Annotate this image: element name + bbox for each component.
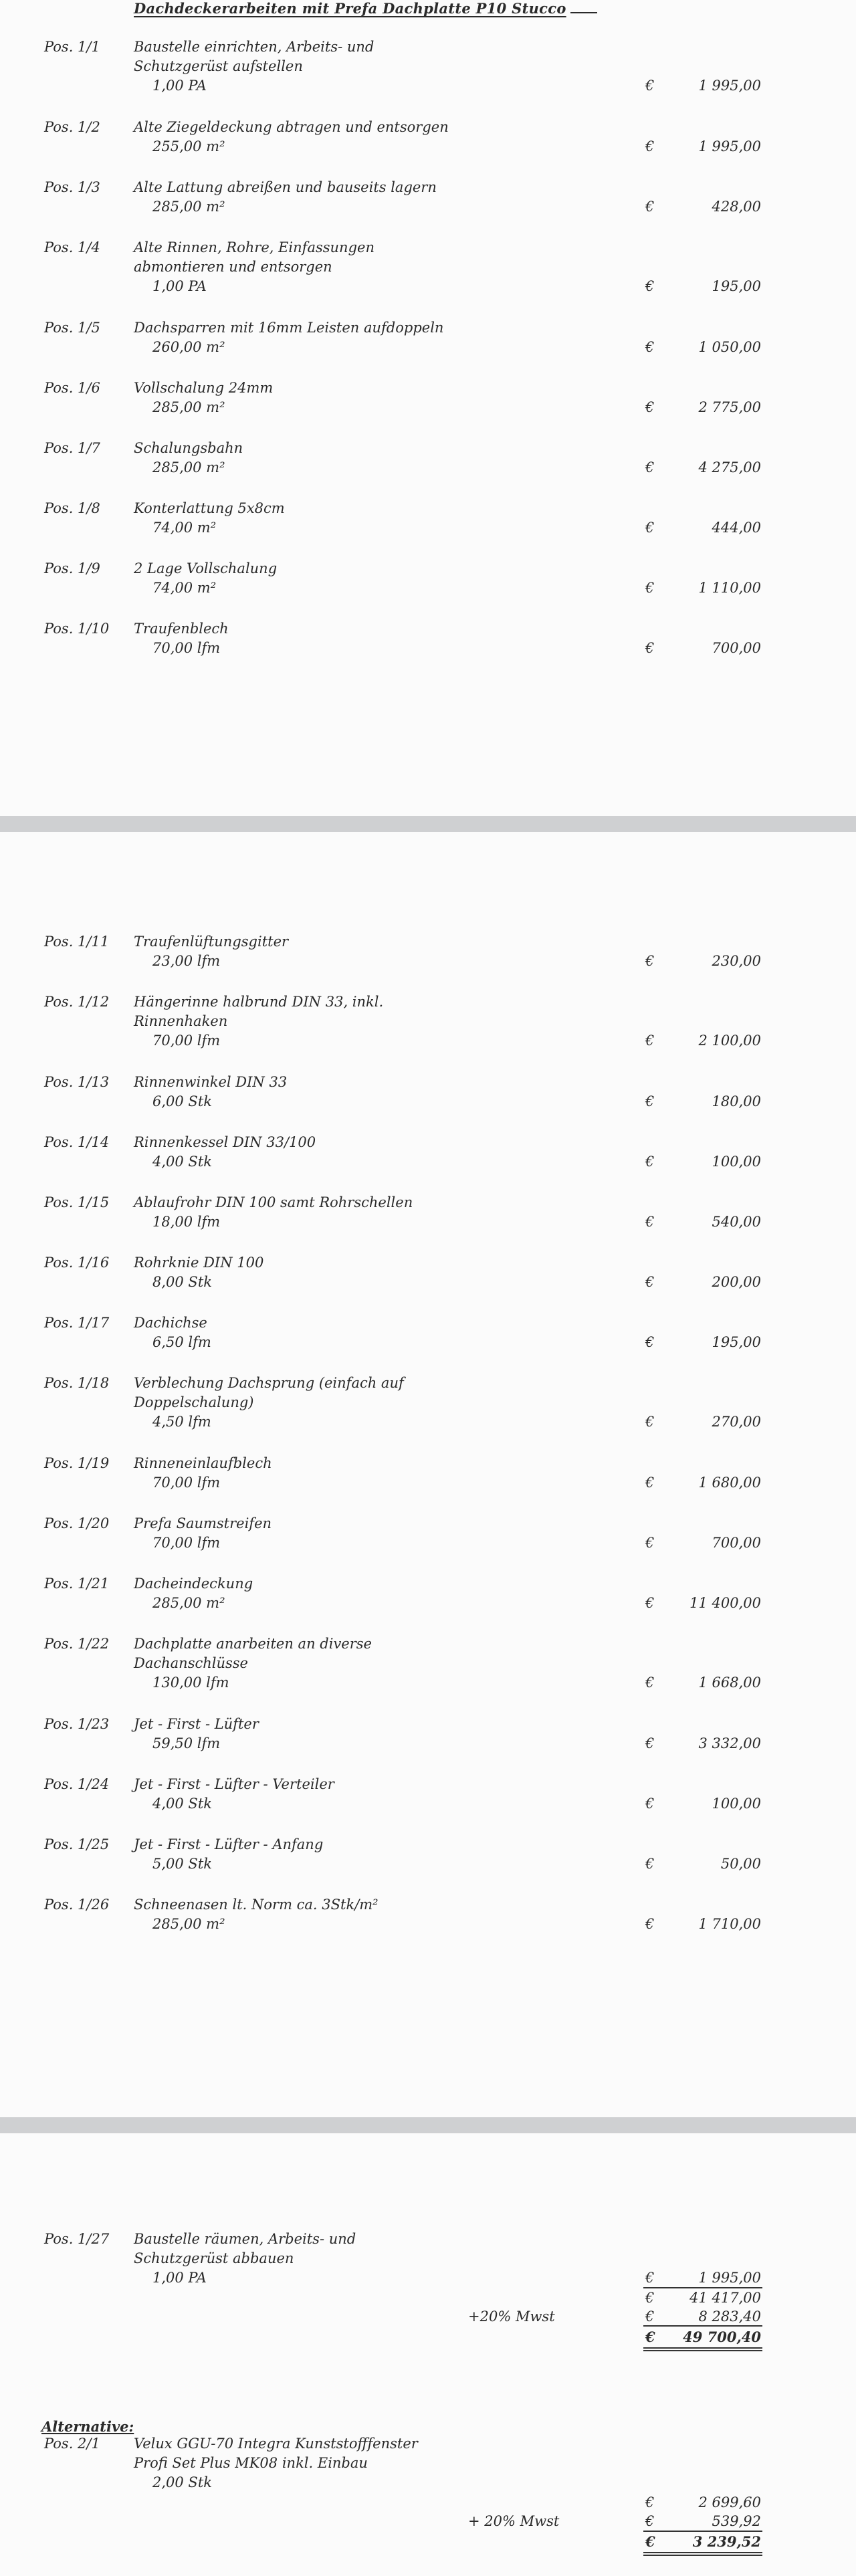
- sum-amount: 3 239,52: [692, 2533, 761, 2550]
- description-line: Alte Rinnen, Rohre, Einfassungen: [134, 239, 374, 255]
- position-number: Pos. 1/11: [44, 934, 110, 950]
- description-line: Verblechung Dachsprung (einfach auf: [134, 1375, 404, 1391]
- sum-amount: 41 417,00: [689, 2290, 761, 2306]
- item-description: [134, 499, 285, 518]
- currency-symbol: €: [645, 1675, 655, 1691]
- currency-symbol: €: [645, 1154, 655, 1170]
- item-description: [134, 1193, 413, 1212]
- position-number: Pos. 1/9: [44, 560, 100, 576]
- description-line: Alte Ziegeldeckung abtragen und entsorgen: [134, 119, 449, 135]
- position-number: Pos. 1/24: [44, 1776, 110, 1792]
- description-line: Rinnenhaken: [134, 1013, 228, 1029]
- item-description: [134, 1715, 259, 1734]
- item-amount: 230,00: [712, 953, 761, 969]
- item-amount: 1 668,00: [698, 1675, 761, 1691]
- description-line: 2 Lage Vollschalung: [134, 560, 278, 576]
- description-line: Velux GGU-70 Integra Kunststofffenster: [134, 2436, 418, 2452]
- position-number: Pos. 1/2: [44, 119, 100, 135]
- item-description: [134, 932, 288, 952]
- item-quantity: 70,00 lfm: [152, 1475, 221, 1491]
- item-quantity: 1,00 PA: [152, 78, 207, 94]
- currency-symbol: €: [645, 278, 655, 294]
- position-number: Pos. 1/5: [44, 320, 100, 336]
- description-line: Baustelle einrichten, Arbeits- und: [134, 39, 374, 55]
- item-description: [134, 2434, 418, 2473]
- item-description: [134, 1313, 207, 1333]
- item-description: [134, 1454, 272, 1473]
- item-amount: 270,00: [712, 1414, 761, 1430]
- item-quantity: 4,00 Stk: [152, 1154, 212, 1170]
- currency-symbol: €: [645, 1916, 655, 1932]
- page-1: [0, 0, 856, 816]
- description-line: Jet - First - Lüfter - Verteiler: [134, 1776, 334, 1792]
- item-quantity: 4,00 Stk: [152, 1796, 212, 1812]
- item-amount: 2 699,60: [698, 2494, 761, 2510]
- item-description: [134, 2230, 356, 2268]
- item-description: [134, 559, 277, 578]
- description-line: Schutzgerüst aufstellen: [134, 58, 303, 74]
- position-number: Pos. 1/23: [44, 1716, 110, 1732]
- description-line: Traufenlüftungsgitter: [134, 934, 289, 950]
- item-amount: 11 400,00: [689, 1595, 761, 1611]
- item-description: [134, 1374, 404, 1412]
- item-quantity: 130,00 lfm: [152, 1675, 229, 1691]
- currency-symbol: €: [645, 1093, 655, 1109]
- currency-symbol: €: [645, 1735, 655, 1751]
- item-amount: 1 050,00: [698, 339, 761, 355]
- item-quantity: 70,00 lfm: [152, 640, 221, 656]
- currency-symbol: €: [645, 1274, 655, 1290]
- position-number: Pos. 1/1: [44, 39, 100, 55]
- item-description: [134, 379, 273, 398]
- description-line: Dachsparren mit 16mm Leisten aufdoppeln: [134, 320, 444, 336]
- currency-symbol: €: [645, 520, 655, 536]
- item-description: [134, 1073, 287, 1092]
- description-line: Dachanschlüsse: [134, 1655, 248, 1671]
- item-quantity: 285,00 m²: [152, 399, 225, 415]
- position-number: Pos. 1/3: [44, 179, 100, 195]
- description-line: Rohrknie DIN 100: [134, 1255, 264, 1271]
- item-amount: 1 995,00: [698, 138, 761, 154]
- position-number: Pos. 1/19: [44, 1455, 110, 1471]
- description-line: Traufenblech: [134, 621, 229, 637]
- item-quantity: 8,00 Stk: [152, 1274, 212, 1290]
- item-amount: 3 332,00: [698, 1735, 761, 1751]
- item-description: [134, 238, 374, 277]
- position-number: Pos. 1/8: [44, 500, 100, 516]
- item-quantity: 260,00 m²: [152, 339, 225, 355]
- item-quantity: 70,00 lfm: [152, 1033, 221, 1049]
- sum-amount: 8 283,40: [698, 2309, 761, 2325]
- currency-symbol: €: [645, 580, 655, 596]
- item-description: [134, 1775, 334, 1794]
- description-line: Rinneneinlaufblech: [134, 1455, 272, 1471]
- page-3: [0, 2133, 856, 2576]
- item-quantity: 285,00 m²: [152, 459, 225, 475]
- currency-symbol: €: [645, 2290, 655, 2306]
- document-title: Dachdeckerarbeiten mit Prefa Dachplatte P10 Stucco: [134, 0, 597, 17]
- item-quantity: 285,00 m²: [152, 1916, 225, 1932]
- item-quantity: 23,00 lfm: [152, 953, 221, 969]
- currency-symbol: €: [645, 2533, 655, 2550]
- position-number: Pos. 1/13: [44, 1074, 110, 1090]
- item-amount: 540,00: [712, 1214, 761, 1230]
- position-number: Pos. 1/16: [44, 1255, 110, 1271]
- position-number: Pos. 1/10: [44, 621, 110, 637]
- item-amount: 180,00: [712, 1093, 761, 1109]
- position-number: Pos. 1/12: [44, 994, 110, 1010]
- sum-rule: [643, 2552, 762, 2553]
- position-number: Pos. 1/25: [44, 1836, 110, 1852]
- description-line: Jet - First - Lüfter - Anfang: [134, 1836, 324, 1852]
- description-line: Vollschalung 24mm: [134, 380, 274, 396]
- description-line: Dachplatte anarbeiten an diverse: [134, 1636, 372, 1652]
- item-amount: 100,00: [712, 1154, 761, 1170]
- description-line: Alte Lattung abreißen und bauseits lagern: [134, 179, 437, 195]
- item-description: [134, 1634, 372, 1673]
- item-amount: 1 995,00: [698, 2270, 761, 2286]
- item-description: [134, 37, 374, 76]
- description-line: Rinnenwinkel DIN 33: [134, 1074, 288, 1090]
- item-description: [134, 439, 243, 458]
- currency-symbol: €: [645, 199, 655, 215]
- currency-symbol: €: [645, 1535, 655, 1551]
- page-2: [0, 832, 856, 2117]
- currency-symbol: €: [645, 953, 655, 969]
- description-line: Schneenasen lt. Norm ca. 3Stk/m²: [134, 1897, 379, 1913]
- item-description: [134, 1895, 379, 1915]
- position-number: Pos. 1/15: [44, 1194, 110, 1210]
- description-line: Jet - First - Lüfter: [134, 1716, 259, 1732]
- description-line: Prefa Saumstreifen: [134, 1515, 272, 1531]
- item-quantity: 18,00 lfm: [152, 1214, 221, 1230]
- item-quantity: 285,00 m²: [152, 1595, 225, 1611]
- currency-symbol: €: [645, 2329, 655, 2345]
- item-description: [134, 1514, 272, 1533]
- description-line: Dachichse: [134, 1315, 207, 1331]
- sum-rule: [643, 2531, 762, 2532]
- currency-symbol: €: [645, 339, 655, 355]
- item-quantity: 255,00 m²: [152, 138, 225, 154]
- item-amount: 1 995,00: [698, 78, 761, 94]
- item-description: [134, 619, 229, 639]
- description-line: Schalungsbahn: [134, 440, 243, 456]
- item-amount: 1 110,00: [698, 580, 761, 596]
- currency-symbol: €: [645, 1595, 655, 1611]
- currency-symbol: €: [645, 138, 655, 154]
- position-number: Pos. 2/1: [44, 2436, 100, 2452]
- position-number: Pos. 1/6: [44, 380, 100, 396]
- position-number: Pos. 1/17: [44, 1315, 110, 1331]
- description-line: Rinnenkessel DIN 33/100: [134, 1134, 316, 1150]
- item-description: [134, 1253, 263, 1273]
- position-number: Pos. 1/18: [44, 1375, 110, 1391]
- currency-symbol: €: [645, 1475, 655, 1491]
- item-amount: 2 775,00: [698, 399, 761, 415]
- sum-label: +20% Mwst: [468, 2309, 555, 2325]
- sum-amount: 49 700,40: [683, 2329, 761, 2345]
- position-number: Pos. 1/26: [44, 1897, 110, 1913]
- currency-symbol: €: [645, 2494, 655, 2510]
- alternative-heading: Alternative:: [41, 2418, 134, 2435]
- item-amount: 195,00: [712, 1334, 761, 1350]
- item-quantity: 6,50 lfm: [152, 1334, 211, 1350]
- item-description: [134, 1133, 316, 1152]
- currency-symbol: €: [645, 640, 655, 656]
- item-amount: 100,00: [712, 1796, 761, 1812]
- item-quantity: 2,00 Stk: [152, 2474, 212, 2490]
- description-line: Doppelschalung): [134, 1394, 254, 1410]
- currency-symbol: €: [645, 399, 655, 415]
- item-quantity: 70,00 lfm: [152, 1535, 221, 1551]
- description-line: Dacheindeckung: [134, 1576, 253, 1592]
- item-quantity: 1,00 PA: [152, 278, 207, 294]
- currency-symbol: €: [645, 1856, 655, 1872]
- description-line: Ablaufrohr DIN 100 samt Rohrschellen: [134, 1194, 413, 1210]
- sum-rule: [643, 2555, 762, 2556]
- item-description: [134, 992, 383, 1031]
- currency-symbol: €: [645, 2309, 655, 2325]
- item-quantity: 74,00 m²: [152, 520, 217, 536]
- item-description: [134, 118, 449, 137]
- item-amount: 700,00: [712, 640, 761, 656]
- sum-label: + 20% Mwst: [468, 2513, 560, 2529]
- item-quantity: 6,00 Stk: [152, 1093, 212, 1109]
- currency-symbol: €: [645, 1414, 655, 1430]
- description-line: abmontieren und entsorgen: [134, 259, 332, 275]
- description-line: Baustelle räumen, Arbeits- und: [134, 2231, 356, 2247]
- currency-symbol: €: [645, 1796, 655, 1812]
- currency-symbol: €: [645, 1214, 655, 1230]
- position-number: Pos. 1/4: [44, 239, 100, 255]
- sum-rule: [643, 2287, 762, 2288]
- currency-symbol: €: [645, 2270, 655, 2286]
- currency-symbol: €: [645, 2513, 655, 2529]
- currency-symbol: €: [645, 459, 655, 475]
- item-amount: 444,00: [712, 520, 761, 536]
- item-amount: 1 680,00: [698, 1475, 761, 1491]
- position-number: Pos. 1/7: [44, 440, 100, 456]
- item-amount: 1 710,00: [698, 1916, 761, 1932]
- item-quantity: 59,50 lfm: [152, 1735, 221, 1751]
- sum-rule: [643, 2347, 762, 2349]
- item-quantity: 74,00 m²: [152, 580, 217, 596]
- item-amount: 2 100,00: [698, 1033, 761, 1049]
- position-number: Pos. 1/20: [44, 1515, 110, 1531]
- item-description: [134, 318, 443, 338]
- description-line: Profi Set Plus MK08 inkl. Einbau: [134, 2455, 368, 2471]
- item-quantity: 285,00 m²: [152, 199, 225, 215]
- position-number: Pos. 1/27: [44, 2231, 110, 2247]
- currency-symbol: €: [645, 78, 655, 94]
- position-number: Pos. 1/21: [44, 1576, 110, 1592]
- item-amount: 195,00: [712, 278, 761, 294]
- sum-amount: 539,92: [712, 2513, 761, 2529]
- item-description: [134, 1835, 323, 1854]
- position-number: Pos. 1/22: [44, 1636, 110, 1652]
- description-line: Hängerinne halbrund DIN 33, inkl.: [134, 994, 384, 1010]
- item-quantity: 4,50 lfm: [152, 1414, 211, 1430]
- item-amount: 428,00: [712, 199, 761, 215]
- item-amount: 200,00: [712, 1274, 761, 1290]
- item-amount: 4 275,00: [698, 459, 761, 475]
- item-amount: 50,00: [720, 1856, 761, 1872]
- position-number: Pos. 1/14: [44, 1134, 110, 1150]
- description-line: Schutzgerüst abbauen: [134, 2250, 294, 2266]
- description-line: Konterlattung 5x8cm: [134, 500, 285, 516]
- sum-rule: [643, 2325, 762, 2327]
- currency-symbol: €: [645, 1334, 655, 1350]
- item-description: [134, 178, 437, 197]
- sum-rule: [643, 2350, 762, 2351]
- item-quantity: 1,00 PA: [152, 2270, 207, 2286]
- item-description: [134, 1574, 253, 1594]
- item-amount: 700,00: [712, 1535, 761, 1551]
- item-quantity: 5,00 Stk: [152, 1856, 212, 1872]
- currency-symbol: €: [645, 1033, 655, 1049]
